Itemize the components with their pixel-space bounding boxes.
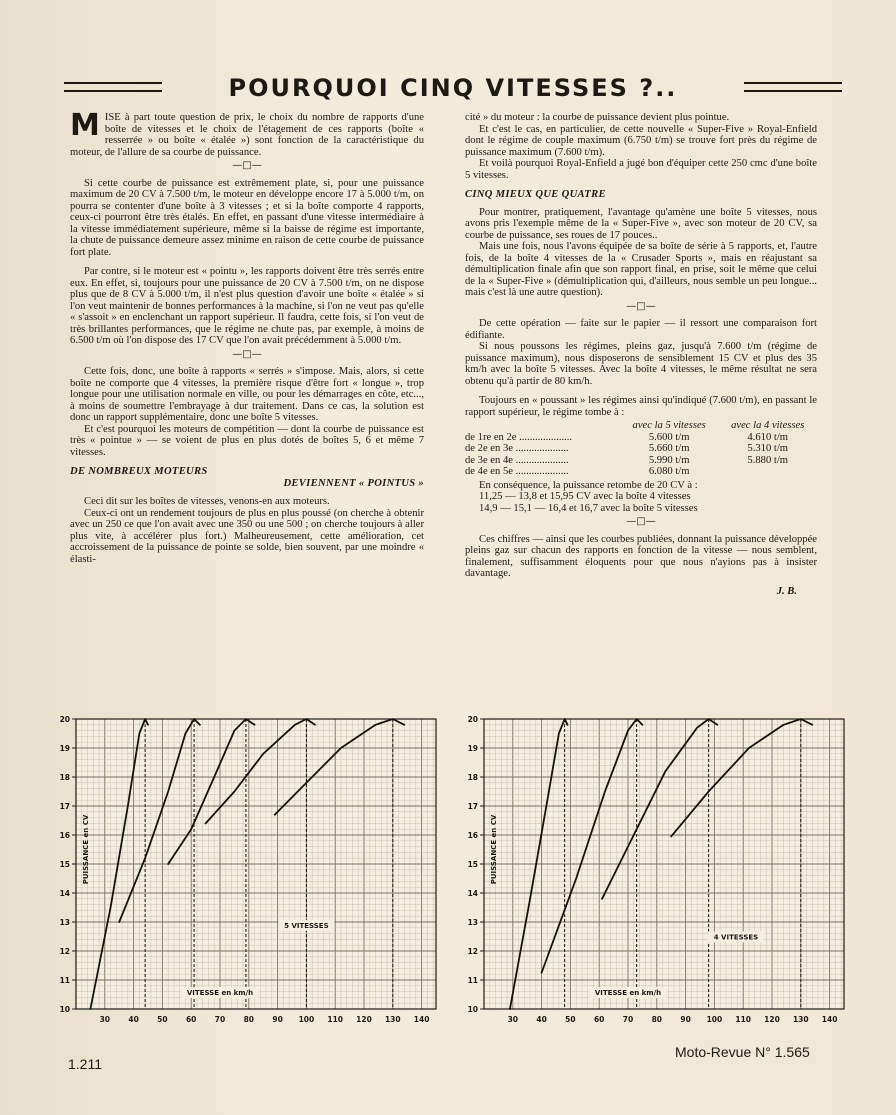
page-title: POURQUOI CINQ VITESSES ?.. bbox=[228, 74, 678, 102]
result-line-4-speed: 11,25 — 13,8 et 15,95 CV avec la boîte 4 vitesses bbox=[479, 491, 691, 502]
y-tick-label: 18 bbox=[59, 773, 70, 782]
paragraph: Et c'est le cas, en particulier, de cette nouvelle « Super-Five » Royal-Enfield dont le régime de couple maximum (6.750 t/m) se trouve fort près du régime de puissance maximum (7.600 t/m). bbox=[465, 123, 817, 158]
x-tick-label: 140 bbox=[413, 1015, 430, 1024]
y-tick-label: 14 bbox=[59, 889, 70, 898]
x-tick-label: 110 bbox=[327, 1015, 344, 1024]
y-tick-label: 17 bbox=[59, 802, 70, 811]
x-tick-label: 50 bbox=[157, 1015, 168, 1024]
table-header-4-speed: avec la 4 vitesses bbox=[731, 420, 805, 431]
table-cell-4-speed: 5.880 t/m bbox=[747, 454, 789, 466]
x-axis-label: VITESSE en km/h bbox=[594, 989, 662, 997]
x-tick-label: 120 bbox=[764, 1015, 780, 1024]
table-cell-5-speed: 6.080 t/m bbox=[648, 466, 690, 477]
subheading-line-2: DEVIENNENT « POINTUS » bbox=[283, 478, 424, 489]
paragraph: Cette fois, donc, une boîte à rapports « serrés » s'impose. Mais, alors, si cette boîte ne comporte que 4 vitesses, la première risque d'être fort « longue », trop longue pour une utilisation normale en ville, ou pour les démarrages en côte, etc..., à moins de soumettre l'embrayage à dur traitement. Dans ce cas, la solution est donc un rapport supplémentaire, donc une boîte 5 vitesses. bbox=[70, 366, 424, 423]
x-tick-label: 100 bbox=[706, 1015, 723, 1024]
power-chart-5-speed bbox=[48, 707, 440, 1027]
y-tick-label: 16 bbox=[467, 831, 478, 840]
magazine-issue: Moto-Revue N° 1.565 bbox=[675, 1044, 810, 1060]
paragraph: Ces chiffres — ainsi que les courbes publiées, donnant la puissance développée pleins gaz sur chacun des rapports en fonction de la vitesse — nous semblent, finalement, suffisamment éloquents pour que nous n'ayions pas à insister davantage. bbox=[465, 533, 817, 579]
chart-gear-label: 4 VITESSES bbox=[713, 933, 759, 942]
section-separator: —□— bbox=[626, 516, 656, 527]
y-axis-label: PUISSANCE en CV bbox=[490, 814, 498, 885]
y-tick-label: 13 bbox=[467, 918, 478, 927]
table-row bbox=[465, 466, 817, 478]
x-tick-label: 130 bbox=[384, 1015, 401, 1024]
table-header-5-speed: avec la 5 vitesses bbox=[632, 420, 706, 431]
x-tick-label: 50 bbox=[565, 1015, 576, 1024]
y-tick-label: 11 bbox=[467, 976, 478, 985]
y-tick-label: 17 bbox=[467, 802, 478, 811]
x-tick-label: 40 bbox=[536, 1015, 547, 1024]
x-tick-label: 70 bbox=[622, 1015, 634, 1024]
y-tick-label: 16 bbox=[59, 831, 70, 840]
section-separator: —□— bbox=[232, 348, 262, 360]
y-tick-label: 20 bbox=[59, 715, 70, 724]
page-number: 1.211 bbox=[68, 1056, 102, 1072]
y-tick-label: 19 bbox=[59, 744, 70, 753]
author-signature: J. B. bbox=[776, 585, 797, 597]
y-tick-label: 10 bbox=[467, 1005, 478, 1014]
y-tick-label: 20 bbox=[467, 715, 478, 724]
paragraph: En conséquence, la puissance retombe de 20 CV à : bbox=[479, 479, 698, 491]
x-tick-label: 80 bbox=[651, 1015, 663, 1024]
rpm-table bbox=[465, 420, 817, 478]
paragraph: cité » du moteur : la courbe de puissance devient plus pointue. bbox=[465, 112, 730, 123]
subheading: CINQ MIEUX QUE QUATRE bbox=[465, 189, 606, 200]
paragraph: Ceci dit sur les boîtes de vitesses, venons-en aux moteurs. bbox=[84, 496, 330, 507]
result-line-5-speed: 14,9 — 15,1 — 16,4 et 16,7 avec la boîte 5 vitesses bbox=[479, 502, 698, 514]
table-cell-label: de 4e en 5e .................... bbox=[465, 466, 569, 477]
intro-text: ISE à part toute question de prix, le choix du nombre de rapports d'une boîte de vitesses et le choix de l'étagement de ces rapports (boîte « resserrée » ou boîte « étalée ») sont fonction de la caractéristique du moteur, de l'allure de sa courbe de puissance. bbox=[70, 112, 424, 158]
y-tick-label: 15 bbox=[59, 860, 70, 869]
paragraph: Toujours en « poussant » les régimes ainsi qu'indiqué (7.600 t/m), en passant le rapport supérieur, le régime tombe à : bbox=[465, 395, 817, 418]
subheading bbox=[70, 466, 424, 490]
table-cell-4-speed: 4.610 t/m bbox=[747, 431, 789, 443]
x-axis-label: VITESSE en km/h bbox=[186, 989, 254, 997]
y-tick-label: 12 bbox=[467, 947, 478, 956]
table-row bbox=[465, 455, 817, 467]
title-rule-left bbox=[64, 82, 162, 92]
paragraph: Et c'est pourquoi les moteurs de compétition — dont la courbe de puissance est très « pointue » — se voient de plus en plus dotés de boîtes 5, 6 et même 7 vitesses. bbox=[70, 423, 424, 458]
table-header-empty bbox=[465, 420, 620, 432]
y-tick-label: 13 bbox=[59, 918, 70, 927]
y-tick-label: 19 bbox=[467, 744, 478, 753]
paragraph: Pour montrer, pratiquement, l'avantage qu'amène une boîte 5 vitesses, nous avons pris l'exemple même de la « Super-Five », avec son moteur de 20 CV, sa courbe de puissance, ses roues de 17 pouces.. bbox=[465, 206, 817, 241]
x-tick-label: 60 bbox=[185, 1015, 197, 1024]
section-separator: —□— bbox=[626, 300, 656, 312]
right-column bbox=[465, 112, 817, 597]
paragraph: Mais une fois, nous l'avons équipée de sa boîte de série à 5 rapports, et, l'autre fois, de la boîte 4 vitesses de la « Crusader Sports », mais en réajustant sa démultiplication finale afin que son rapport final, en prise, soit le même que celui de la « Super-Five » (démultiplication qui, d'ailleurs, nous semble un peu longue... mais c'est là une autre question). bbox=[465, 241, 817, 298]
drop-cap: M bbox=[70, 108, 100, 143]
chart-svg-5-speed bbox=[48, 707, 440, 1027]
paragraph: Et voilà pourquoi Royal-Enfield a jugé bon d'équiper cette 250 cmc d'une boîte 5 vitesses. bbox=[465, 158, 817, 181]
table-row bbox=[465, 432, 817, 444]
x-tick-label: 130 bbox=[792, 1015, 809, 1024]
section-separator: —□— bbox=[232, 160, 262, 171]
y-tick-label: 12 bbox=[59, 947, 70, 956]
paragraph: Ceux-ci ont un rendement toujours de plus en plus poussé (on cherche à obtenir avec un 250 ce que l'on avait avec une 350 ou une 500 ; on cherche toujours à aller plus vite, à accélérer plus fort.) Malheureusement, cette amélioration, cet accroissement de la puissance de pointe se solde, bien souvent, par une moindre « élasti- bbox=[70, 507, 424, 565]
y-tick-label: 14 bbox=[467, 889, 478, 898]
chart-svg-4-speed bbox=[456, 707, 848, 1027]
table-cell-label: de 3e en 4e .................... bbox=[465, 454, 569, 466]
x-tick-label: 110 bbox=[735, 1015, 752, 1024]
paragraph: Si cette courbe de puissance est extrêmement plate, si, pour une puissance maximum de 20 CV à 7.500 t/m, le moteur en développe encore 17 à 5.000 t/m, on pourra se contenter d'une boîte à 3 vitesses ; et si la boîte comporte 4 rapports, ceux-ci pourront être très étalés. En effet, en passant d'une vitesse intermédiaire à la vitesse immédiatement supérieure, même si la baisse de régime est importante, la chute de puissance demeure assez minime en raison de cette courbe de puissance fort plate. bbox=[70, 177, 424, 258]
table-header-row bbox=[465, 420, 817, 432]
y-tick-label: 15 bbox=[467, 860, 478, 869]
chart-gear-label: 5 VITESSES bbox=[284, 921, 329, 930]
left-column bbox=[70, 108, 424, 565]
subheading-line-1: DE NOMBREUX MOTEURS bbox=[70, 466, 208, 477]
table-cell-5-speed: 5.600 t/m bbox=[648, 431, 690, 443]
x-tick-label: 90 bbox=[272, 1015, 283, 1024]
title-rule-right bbox=[744, 82, 842, 92]
table-cell-4-speed bbox=[718, 466, 817, 478]
intro-paragraph bbox=[70, 108, 424, 158]
x-tick-label: 120 bbox=[356, 1015, 372, 1024]
table-cell-5-speed: 5.990 t/m bbox=[648, 454, 690, 466]
x-tick-label: 100 bbox=[298, 1015, 315, 1024]
table-cell-4-speed: 5.310 t/m bbox=[747, 443, 789, 454]
x-tick-label: 40 bbox=[128, 1015, 139, 1024]
x-tick-label: 90 bbox=[680, 1015, 691, 1024]
x-tick-label: 30 bbox=[99, 1015, 111, 1024]
table-cell-label: de 1re en 2e .................... bbox=[465, 431, 573, 443]
y-tick-label: 10 bbox=[59, 1005, 70, 1014]
y-tick-label: 11 bbox=[59, 976, 70, 985]
x-tick-label: 140 bbox=[821, 1015, 838, 1024]
paragraph: De cette opération — faite sur le papier — il ressort une comparaison fort édifiante. bbox=[465, 318, 817, 341]
table-cell-5-speed: 5.660 t/m bbox=[648, 443, 690, 454]
paragraph: Si nous poussons les régimes, pleins gaz, jusqu'à 7.600 t/m (régime de puissance maximum), nous disposerons de sensiblement 15 CV et plus des 35 km/h avec la boîte 5 vitesses. Avec la boîte 4 vitesses, le même résultat ne sera obtenu qu'à partir de 80 km/h. bbox=[465, 341, 817, 387]
table-row bbox=[465, 443, 817, 455]
title-bar bbox=[64, 72, 842, 106]
x-tick-label: 80 bbox=[243, 1015, 255, 1024]
y-tick-label: 18 bbox=[467, 773, 478, 782]
x-tick-label: 30 bbox=[507, 1015, 519, 1024]
x-tick-label: 60 bbox=[593, 1015, 605, 1024]
y-axis-label: PUISSANCE en CV bbox=[82, 814, 90, 885]
table-cell-label: de 2e en 3e .................... bbox=[465, 443, 569, 454]
paragraph: Par contre, si le moteur est « pointu », les rapports doivent être très serrés entre eux. En effet, si, toujours pour une puissance de 20 CV à 7.500 t/m, on ne dispose plus que de 8 CV à 5.000 t/m, il n'est plus question d'avoir une boîte « étalée » si l'on veut maintenir de bonnes performances à la machine, si l'on ne veut pas qu'elle « s'assoit » en enclenchant un rapport supérieur. Il faudra, cette fois, si l'on veut de très brillantes performances, que le régime ne chute pas, par exemple, à moins de 6.500 t/m où l'on dispose des 17 CV que l'on avait précédemment à 5.000 t/m. bbox=[70, 266, 424, 346]
x-tick-label: 70 bbox=[214, 1015, 226, 1024]
power-chart-4-speed bbox=[456, 707, 848, 1027]
